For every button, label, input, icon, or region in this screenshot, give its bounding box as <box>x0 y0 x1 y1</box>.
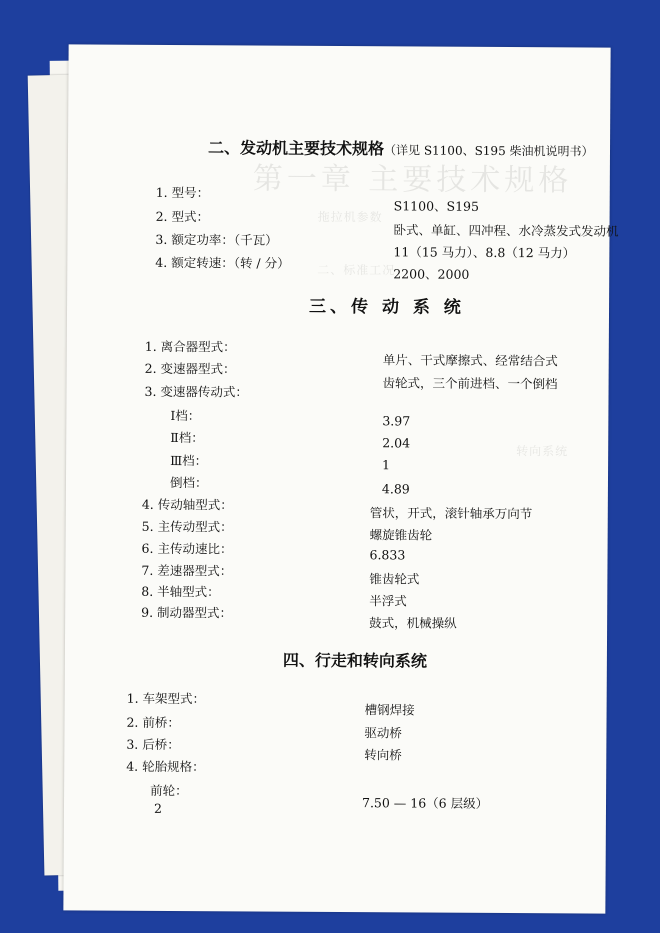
gear-label: Ⅱ档： <box>170 429 204 446</box>
spec-label: 4. 轮胎规格： <box>126 758 205 775</box>
spec-label: 4. 传动轴型式： <box>141 496 233 513</box>
gear-label: 倒档： <box>169 474 208 491</box>
document-page <box>63 44 619 913</box>
spec-value: 2200、2000 <box>393 266 470 282</box>
gear-label: Ⅰ档： <box>170 407 201 424</box>
spec-value: 半浮式 <box>369 593 407 609</box>
spec-label: 1. 离合器型式： <box>144 338 236 355</box>
spec-label: 3. 变速器传动式： <box>144 383 248 400</box>
spec-label: 7. 差速器型式： <box>141 562 233 579</box>
spec-value: 6.833 <box>369 547 406 563</box>
spec-label: 8. 半轴型式： <box>141 583 220 600</box>
spec-value: 齿轮式，三个前进档、一个倒档 <box>382 375 558 392</box>
section-heading-chassis: 四、行走和转向系统 <box>282 650 427 671</box>
gear-ratio: 1 <box>382 457 391 473</box>
bleed-through-text: 二、标准工况 <box>317 262 396 278</box>
gear-ratio: 2.04 <box>382 435 411 451</box>
gear-ratio: 4.89 <box>381 481 410 497</box>
bleed-through-text: 第一章 主要技术规格 <box>252 161 573 199</box>
spec-label: 9. 制动器型式： <box>141 604 233 621</box>
section-note: （详见 S1100、S195 柴油机说明书） <box>383 143 594 159</box>
wheel-label: 前轮： <box>150 782 188 799</box>
bleed-through-text: 转向系统 <box>516 444 569 459</box>
spec-value: 锥齿轮式 <box>369 571 420 587</box>
gear-ratio: 3.97 <box>382 413 411 429</box>
spec-value: 单片、干式摩擦式、经常结合式 <box>382 352 558 369</box>
spec-label: 3. 后桥： <box>126 736 180 753</box>
tire-spec-value: 7.50 — 16（6 层级） <box>361 795 489 811</box>
spec-value: 卧式、单缸、四冲程、水冷蒸发式发动机 <box>393 222 619 239</box>
spec-label: 4. 额定转速：（转 / 分） <box>155 254 290 271</box>
spec-label: 2. 变速器型式： <box>144 360 236 377</box>
bleed-through-text: 拖拉机参数 <box>317 209 383 225</box>
section-heading-transmission: 三、传 动 系 统 <box>308 296 465 318</box>
spec-label: 5. 主传动型式： <box>141 518 233 535</box>
spec-label: 2. 前桥： <box>126 714 180 731</box>
spec-label: 2. 型式： <box>155 208 210 225</box>
page-number: 2 <box>153 800 162 816</box>
spec-value: 驱动桥 <box>364 725 403 741</box>
spec-label: 6. 主传动速比： <box>141 540 233 557</box>
spec-value: 鼓式，机械操纵 <box>369 615 457 631</box>
spec-value: 11（15 马力）、8.8（12 马力） <box>393 244 576 261</box>
gear-label: Ⅲ档： <box>170 452 208 469</box>
spec-value: 转向桥 <box>364 747 402 763</box>
spec-value: 螺旋锥齿轮 <box>369 527 433 543</box>
spec-label: 1. 车架型式： <box>126 690 206 707</box>
spec-label: 1. 型号： <box>155 184 210 201</box>
spec-label: 3. 额定功率：（千瓦） <box>155 231 278 248</box>
section-heading-engine: 二、发动机主要技术规格（详见 S1100、S195 柴油机说明书） <box>207 138 594 159</box>
spec-value: S1100、S195 <box>393 198 480 214</box>
spec-value: 槽钢焊接 <box>364 702 415 718</box>
spec-value: 管状，开式，滚针轴承万向节 <box>369 505 533 522</box>
